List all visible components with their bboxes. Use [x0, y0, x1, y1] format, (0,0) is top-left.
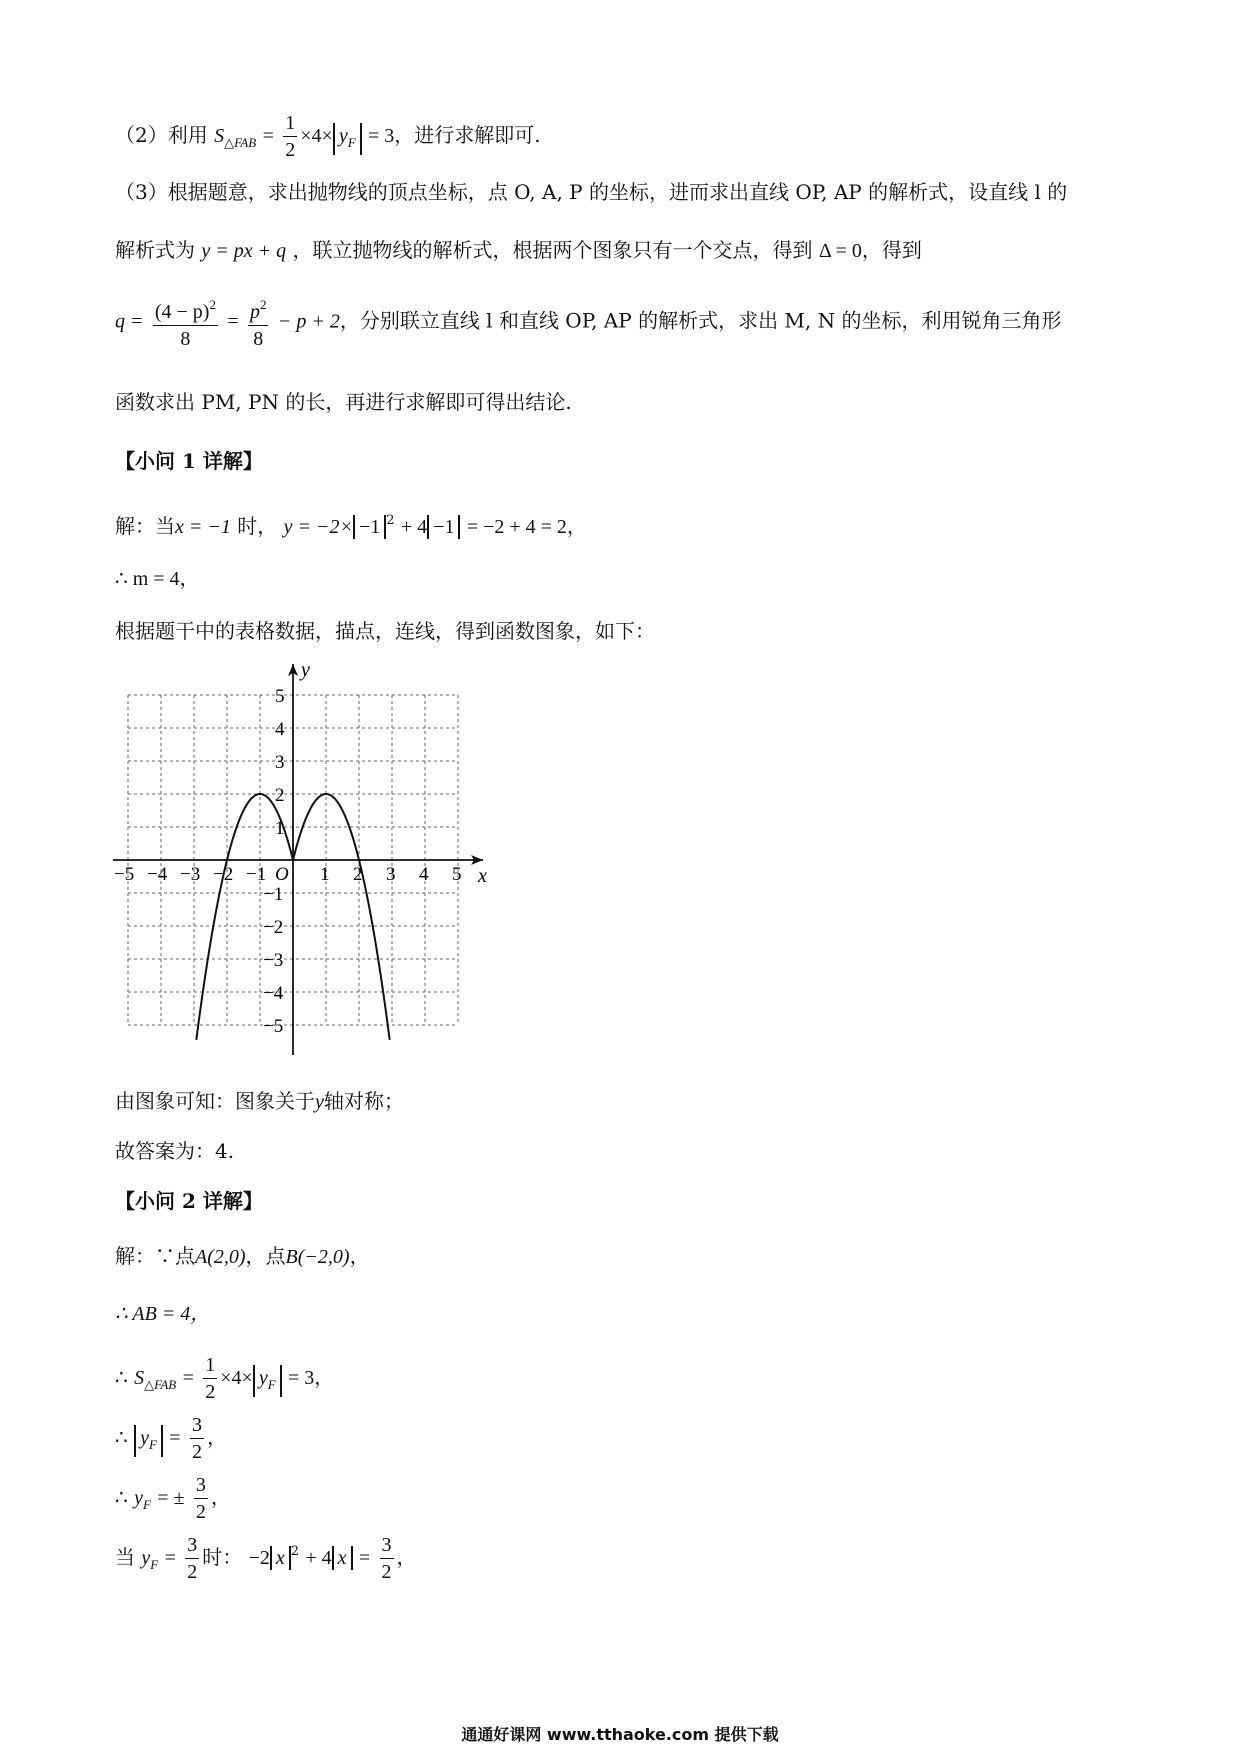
y-tick-label: 3 [275, 752, 285, 773]
fraction-one-half: $\frac{1}{2}$ [285, 112, 296, 161]
y-tick-label: 5 [275, 686, 285, 707]
analysis-part2: （2）利用 $S_{\triangle FAB}$ = $\frac{1}{2}$ $\times 4\times y_F = 3$，进行求解即可. [115, 112, 541, 161]
y-axis-label: y [301, 660, 310, 681]
y-tick-label: −5 [263, 1016, 284, 1037]
q2-line6: 当 $y_F$ = $\frac{3}{2}$ 时： −2 x $^2$ + 4 x = $\frac{3}{2}$ ， [115, 1534, 417, 1583]
q2-line5: ∴ $y_F$ = ± $\frac{3}{2}$ ， [115, 1474, 231, 1523]
x-tick-label: −1 [246, 864, 267, 885]
x-axis-label: x [478, 865, 487, 887]
y-tick-label: −3 [263, 950, 284, 971]
y-tick-label: −1 [263, 884, 284, 905]
x-tick-label: −2 [213, 864, 234, 885]
analysis-part3-line1: （3）根据题意，求出抛物线的顶点坐标，点 O, A, P 的坐标，进而求出直线 OP, AP 的解析式，设直线 l 的 [115, 180, 1068, 204]
q1-line1: 解：当x = −1 时， y = −2× −1 $^2$ + 4 −1 = −2 + 4 = 2， [115, 513, 587, 538]
y-tick-label: −4 [263, 983, 284, 1004]
q1-heading: 【小问 1 详解】 [115, 449, 263, 473]
q1-line5: 故答案为：4. [115, 1139, 235, 1163]
x-tick-label: −5 [114, 864, 135, 885]
origin-label: O [275, 864, 289, 885]
x-tick-label: −3 [180, 864, 201, 885]
y-tick-label: 4 [275, 719, 285, 740]
x-tick-label: −4 [147, 864, 168, 885]
x-tick-label: 5 [452, 864, 462, 885]
q2-line2: ∴ AB = 4， [115, 1303, 211, 1325]
x-tick-label: 3 [386, 864, 396, 885]
abs-yF: $y_F$ [333, 123, 362, 155]
q1-line3: 根据题干中的表格数据，描点，连线，得到函数图象，如下： [115, 619, 655, 643]
analysis-part3-line3: q = $\frac{(4 - p)^2}{8}$ = $\frac{p^2}{8}$ − p + 2，分别联立直线 l 和直线 OP, AP 的解析式，求出 M, N 的坐标，利用锐角三角形 [115, 292, 1061, 352]
x-tick-label: 1 [320, 864, 330, 885]
analysis-part3-line2: 解析式为 y = px + q ，联立抛物线的解析式，根据两个图象只有一个交点，得到 Δ = 0，得到 [115, 238, 922, 262]
fraction-p2-over-8: $\frac{p^2}{8}$ [248, 292, 269, 352]
x-tick-label: 2 [353, 864, 363, 885]
q2-line4: ∴ $y_F$ = $\frac{3}{2}$ ， [115, 1414, 227, 1463]
y-tick-label: 2 [275, 785, 285, 806]
q2-line3: ∴ $S_{\triangle FAB}$ = $\frac{1}{2}$ $\times 4\times y_F = 3$， [115, 1354, 335, 1403]
fraction-q: $\frac{(4 - p)^2}{8}$ [153, 292, 218, 352]
q1-line2: ∴ m = 4， [115, 568, 200, 590]
function-graph [108, 660, 508, 1060]
q1-line4: 由图象可知：图象关于y轴对称； [115, 1089, 404, 1113]
footer-watermark: 通通好课网 www.tthaoke.com 提供下载 [461, 1725, 779, 1744]
y-tick-label: −2 [263, 917, 284, 938]
analysis-part3-line4: 函数求出 PM, PN 的长，再进行求解即可得出结论. [115, 390, 572, 414]
q2-line1: 解：∵点A(2,0)，点B(−2,0)， [115, 1244, 370, 1268]
x-tick-label: 4 [419, 864, 429, 885]
y-tick-label: 1 [275, 818, 285, 839]
q2-heading: 【小问 2 详解】 [115, 1189, 263, 1213]
